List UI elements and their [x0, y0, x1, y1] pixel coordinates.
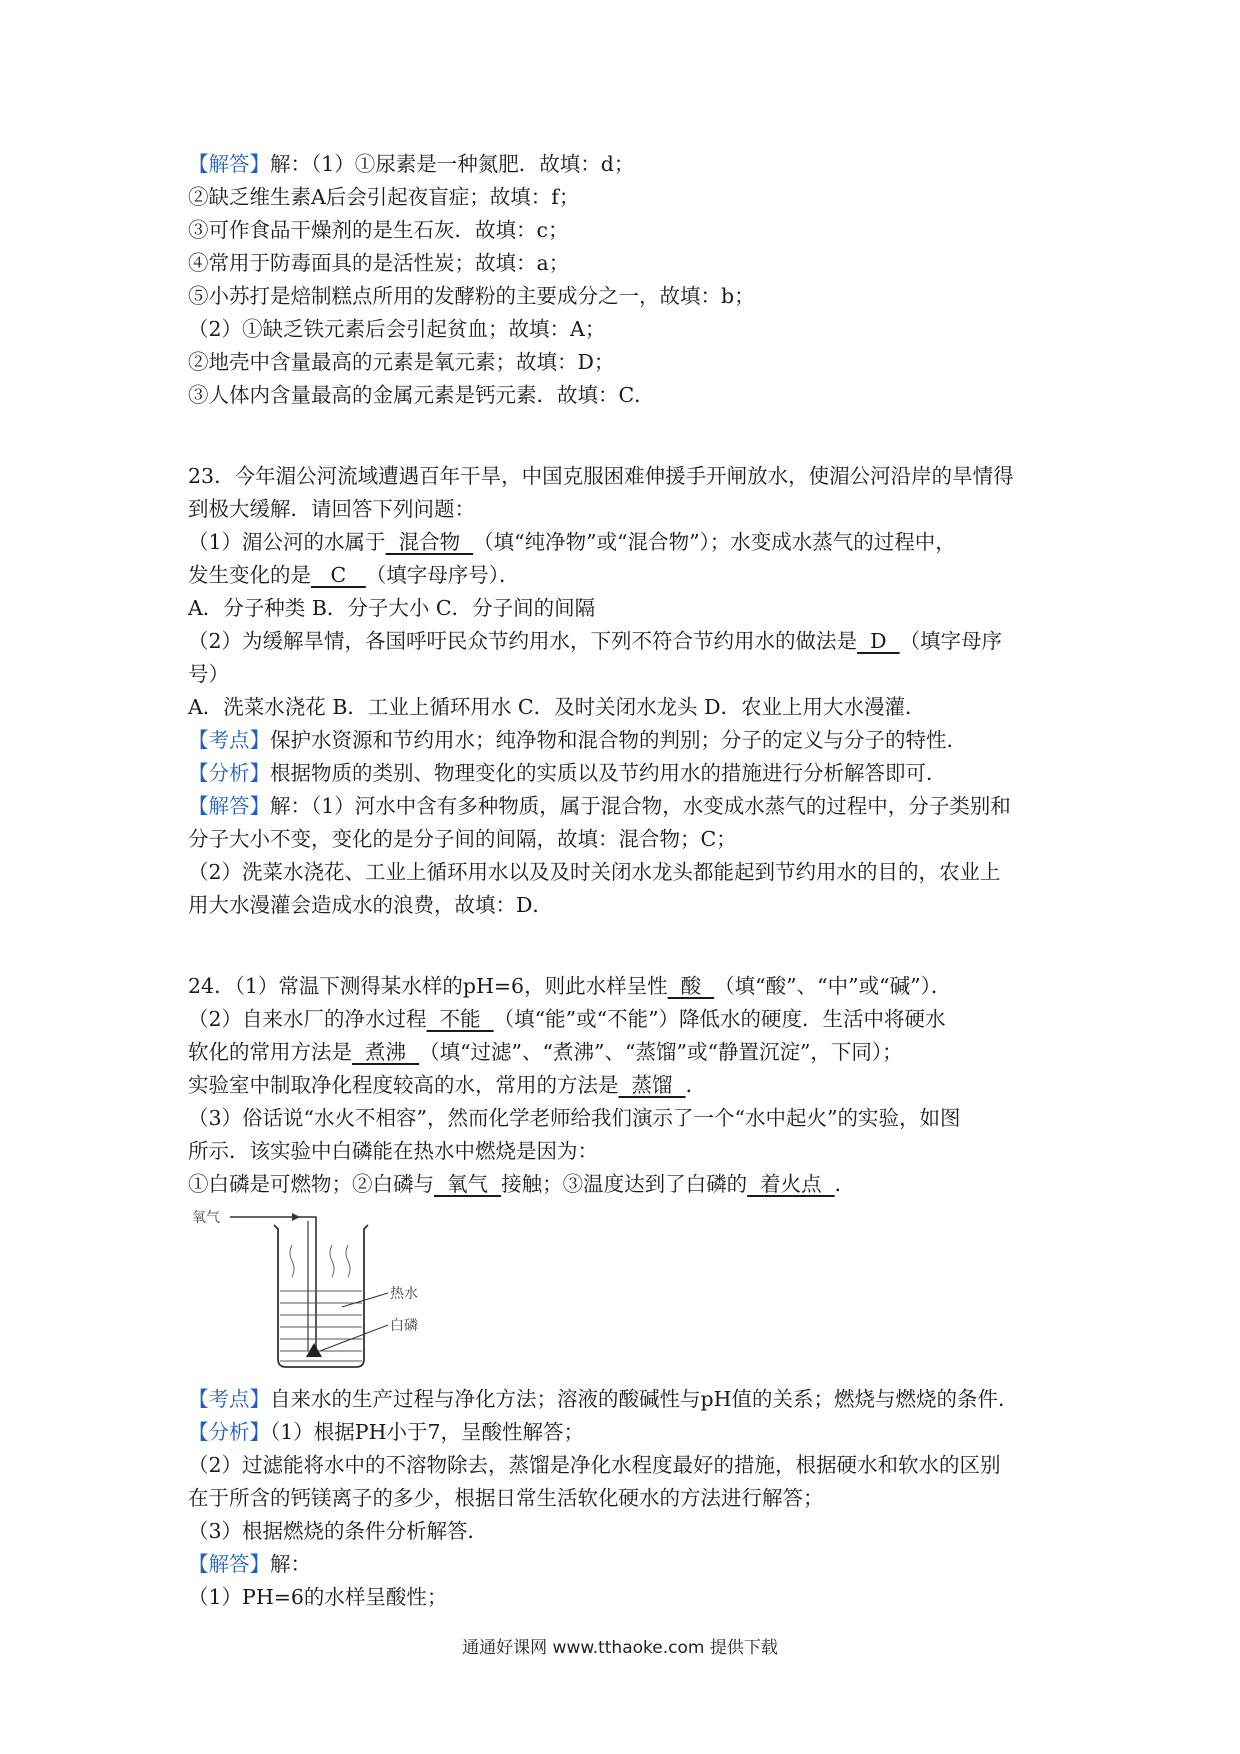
jieda-line: 【解答】解： — [188, 1552, 311, 1576]
fenxi-line: 【分析】根据物质的类别、物理变化的实质以及节约用水的措施进行分析解答即可． — [188, 761, 947, 785]
question-24-line: 实验室中制取净化程度较高的水，常用的方法是 蒸馏 ． — [188, 1069, 1060, 1102]
kaodian-line: 【考点】保护水资源和节约用水；纯净物和混合物的判别；分子的定义与分子的特性． — [188, 728, 967, 752]
text-line: ⑤小苏打是焙制糕点所用的发酵粉的主要成分之一，故填：b； — [188, 284, 755, 308]
text-line: （2）①缺乏铁元素后会引起贫血；故填：A； — [188, 317, 606, 341]
text-line: （2）过滤能将水中的不溶物除去，蒸馏是净化水程度最好的措施，根据硬水和软水的区别 — [188, 1453, 1001, 1477]
jieda-tag: 【解答】 — [188, 1552, 270, 1576]
fenxi-tag: 【分析】 — [188, 1420, 270, 1444]
fenxi-line: 【分析】（1）根据PH小于7，呈酸性解答； — [188, 1420, 585, 1444]
figure-label-oxygen: 氧气 — [192, 1210, 220, 1226]
question-24-line: （3）俗话说“水火不相容”，然而化学老师给我们演示了一个“水中起火”的实验，如图 — [188, 1106, 961, 1130]
question-23-line: 23．今年湄公河流域遭遇百年干旱，中国克服困难伸援手开闸放水，使湄公河沿岸的旱情得 — [188, 464, 1014, 488]
text-line: （2）洗菜水浇花、工业上循环用水以及及时关闭水龙头都能起到节约用水的目的，农业上 — [188, 860, 1001, 884]
question-24-line: （2）自来水厂的净水过程 不能 （填“能”或“不能”）降低水的硬度．生活中将硬水 — [188, 1003, 1060, 1036]
text-line: ②缺乏维生素A后会引起夜盲症；故填：f； — [188, 185, 580, 209]
text-line: （3）根据燃烧的条件分析解答． — [188, 1519, 489, 1543]
page-content — [188, 148, 1060, 1614]
figure-label-hot-water: 热水 — [390, 1286, 418, 1302]
question-23-line: 号） — [188, 662, 229, 686]
answer-blank: 氧气 — [434, 1172, 502, 1196]
answer-tag: 【解答】 — [188, 152, 270, 176]
fenxi-tag: 【分析】 — [188, 761, 270, 785]
kaodian-tag: 【考点】 — [188, 728, 270, 752]
question-23-line: （2）为缓解旱情，各国呼吁民众节约用水，下列不符合节约用水的做法是 D （填字母序 — [188, 625, 1060, 658]
answer-blank: 煮沸 — [352, 1040, 420, 1064]
kaodian-line: 【考点】自来水的生产过程与净化方法；溶液的酸碱性与pH值的关系；燃烧与燃烧的条件． — [188, 1387, 1019, 1411]
answer-blank: 蒸馏 — [618, 1073, 686, 1097]
question-23-line: 到极大缓解．请回答下列问题： — [188, 497, 475, 521]
jieda-tag: 【解答】 — [188, 794, 270, 818]
page-footer: 通通好课网 www.tthaoke.com 提供下载 — [462, 1638, 778, 1658]
figure-label-white-phosphorus: 白磷 — [390, 1318, 418, 1334]
options-line: A．分子种类 B．分子大小 C．分子间的间隔 — [188, 596, 596, 620]
answer-blank: C — [311, 563, 366, 587]
question-24-line: 软化的常用方法是 煮沸 （填“过滤”、“煮沸”、“蒸馏”或“静置沉淀”，下同）； — [188, 1036, 1060, 1069]
question-24-line: ①白磷是可燃物；②白磷与 氧气 接触；③温度达到了白磷的 着火点 ． — [188, 1168, 1060, 1201]
text-line: （1）PH=6的水样呈酸性； — [188, 1585, 448, 1609]
answer-blank: 不能 — [426, 1007, 494, 1031]
kaodian-tag: 【考点】 — [188, 1387, 270, 1411]
text-line: ③可作食品干燥剂的是生石灰．故填：c； — [188, 218, 569, 242]
options-line: A．洗菜水浇花 B．工业上循环用水 C．及时关闭水龙头 D．农业上用大水漫灌． — [188, 695, 926, 719]
text-line: 在于所含的钙镁离子的多少，根据日常生活软化硬水的方法进行解答； — [188, 1486, 824, 1510]
answer-line: 【解答】解：（1）①尿素是一种氮肥．故填：d； — [188, 152, 635, 176]
text-line: 用大水漫灌会造成水的浪费，故填：D． — [188, 893, 553, 917]
question-23-line: 发生变化的是 C （填字母序号）． — [188, 559, 1060, 592]
question-24-line: 所示．该实验中白磷能在热水中燃烧是因为： — [188, 1139, 598, 1163]
question-23-line: （1）湄公河的水属于 混合物 （填“纯净物”或“混合物”）；水变成水蒸气的过程中， — [188, 526, 1060, 559]
question-24-line: 24．（1）常温下测得某水样的pH=6，则此水样呈性 酸 （填“酸”、“中”或“碱”）． — [188, 970, 1060, 1003]
answer-blank: D — [857, 629, 900, 653]
jieda-line: 【解答】解：（1）河水中含有多种物质，属于混合物，水变成水蒸气的过程中，分子类别和 — [188, 794, 1011, 818]
beaker-figure — [192, 1207, 432, 1375]
answer-blank: 混合物 — [385, 530, 474, 554]
answer-blank: 酸 — [667, 974, 715, 998]
text-line: ②地壳中含量最高的元素是氧元素；故填：D； — [188, 350, 615, 374]
answer-blank: 着火点 — [747, 1172, 835, 1196]
text-line: ④常用于防毒面具的是活性炭；故填：a； — [188, 251, 570, 275]
text-line: 分子大小不变，变化的是分子间的间隔，故填：混合物；C； — [188, 827, 737, 851]
text-line: ③人体内含量最高的金属元素是钙元素．故填：C． — [188, 383, 655, 407]
